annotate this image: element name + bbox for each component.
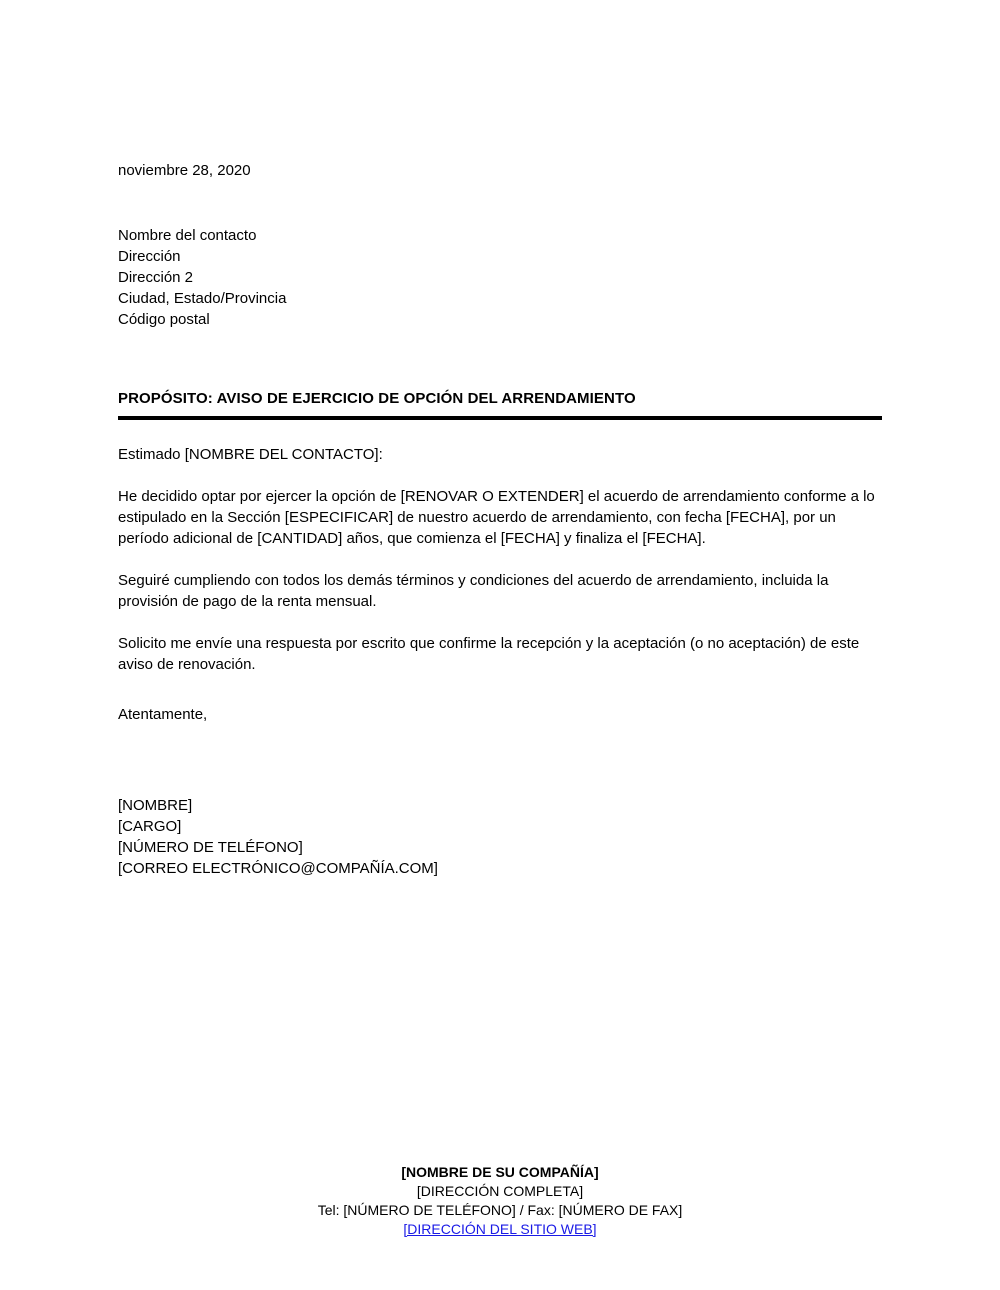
address-line-street2: Dirección 2 — [118, 269, 194, 286]
body-paragraph-1: He decidido optar por ejercer la opción de [RENOVAR O EXTENDER] el acuerdo de arrendamiento conforme a lo estipulado en la Sección [ESPECIFICAR] de nuestro acuerdo de arrendamiento, con fecha [FECHA], por un período adicional de [CANTIDAD] años, que comienza el [FECHA] y finaliza el [FECHA]. — [118, 488, 875, 547]
subject-divider-rule — [118, 416, 882, 420]
footer-phone-fax: Tel: [NÚMERO DE TELÉFONO] / Fax: [NÚMERO DE FAX] — [317, 1202, 683, 1218]
subject-heading: PROPÓSITO: AVISO DE EJERCICIO DE OPCIÓN DEL ARRENDAMIENTO — [118, 390, 636, 407]
recipient-address-block — [118, 225, 882, 330]
body-paragraph-3: Solicito me envíe una respuesta por escrito que confirme la recepción y la aceptación (o no aceptación) de este aviso de renovación. — [118, 635, 860, 673]
salutation: Estimado [NOMBRE DEL CONTACTO]: — [118, 446, 383, 463]
body-paragraph-2: Seguiré cumpliendo con todos los demás términos y condiciones del acuerdo de arrendamiento, incluida la provisión de pago de la renta mensual. — [118, 572, 829, 610]
footer-company-name: [NOMBRE DE SU COMPAÑÍA] — [401, 1164, 599, 1180]
footer-website-link[interactable]: [DIRECCIÓN DEL SITIO WEB] — [403, 1221, 597, 1237]
page-footer — [0, 1163, 1000, 1239]
address-line-street: Dirección — [118, 248, 181, 265]
signature-block — [118, 795, 882, 879]
signature-name: [NOMBRE] — [118, 797, 193, 814]
signature-email: [CORREO ELECTRÓNICO@COMPAÑÍA.COM] — [118, 860, 438, 877]
footer-website-line — [0, 1220, 1000, 1239]
address-line-city-state: Ciudad, Estado/Provincia — [118, 290, 287, 307]
signature-title: [CARGO] — [118, 818, 182, 835]
letter-content — [118, 160, 882, 879]
address-line-name: Nombre del contacto — [118, 227, 257, 244]
closing-salutation: Atentamente, — [118, 706, 208, 723]
letter-date: noviembre 28, 2020 — [118, 162, 251, 179]
footer-address: [DIRECCIÓN COMPLETA] — [416, 1183, 584, 1199]
address-line-postal-code: Código postal — [118, 311, 210, 328]
signature-phone: [NÚMERO DE TELÉFONO] — [118, 839, 303, 856]
